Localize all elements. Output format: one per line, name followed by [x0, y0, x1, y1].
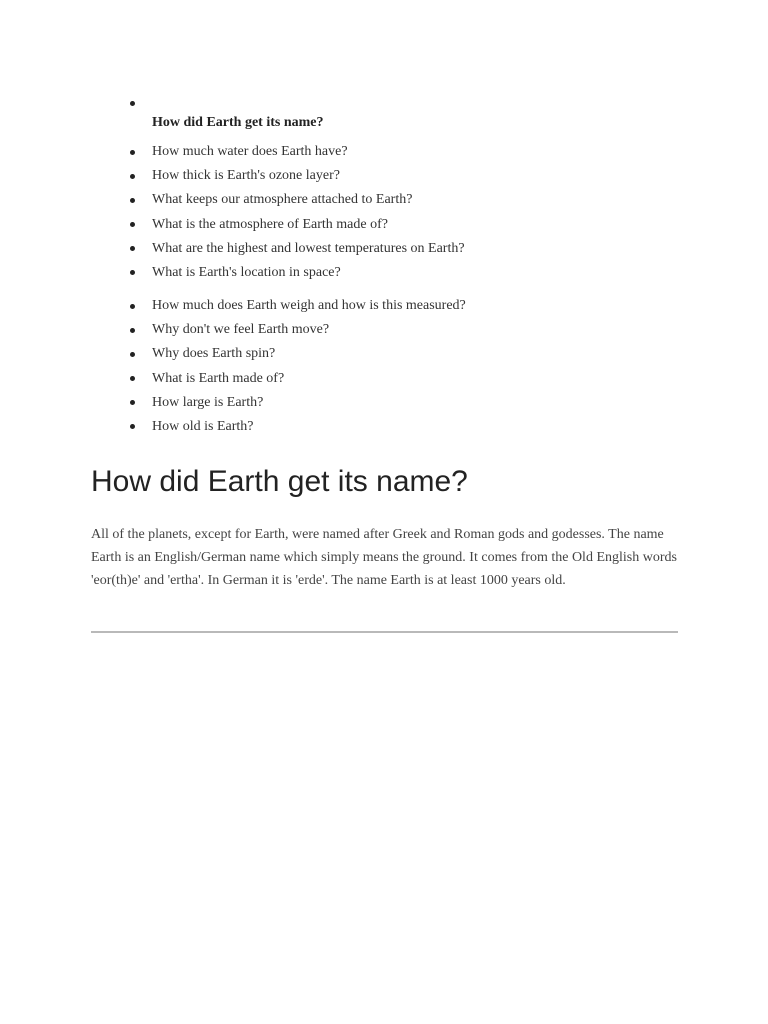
horizontal-divider: [91, 631, 678, 633]
list-item[interactable]: What is the atmosphere of Earth made of?: [152, 213, 712, 237]
list-item-current[interactable]: [152, 92, 712, 140]
list-item[interactable]: What are the highest and lowest temperatures on Earth?: [152, 237, 712, 261]
list-item[interactable]: What is Earth made of?: [152, 367, 712, 391]
list-item[interactable]: How much does Earth weigh and how is this measured?: [152, 294, 712, 318]
list-item[interactable]: How thick is Earth's ozone layer?: [152, 164, 712, 188]
list-item[interactable]: What is Earth's location in space?: [152, 261, 712, 285]
question-list-1: [152, 92, 712, 285]
question-list-2: [152, 294, 712, 439]
list-item[interactable]: Why does Earth spin?: [152, 342, 712, 366]
list-item[interactable]: What keeps our atmosphere attached to Earth?: [152, 188, 712, 212]
list-item[interactable]: How large is Earth?: [152, 391, 712, 415]
list-item[interactable]: How old is Earth?: [152, 415, 712, 439]
section-heading: How did Earth get its name?: [91, 465, 468, 498]
list-item[interactable]: How much water does Earth have?: [152, 140, 712, 164]
list-item[interactable]: Why don't we feel Earth move?: [152, 318, 712, 342]
list-item-label[interactable]: How did Earth get its name?: [152, 115, 324, 130]
section-paragraph: All of the planets, except for Earth, were named after Greek and Roman gods and godesses. The name Earth is an English/German name which simply means the ground. It comes from the Old English words 'eor(th)e' and 'ertha'. In German it is 'erde'. The name Earth is at least 1000 years old.: [91, 527, 677, 588]
